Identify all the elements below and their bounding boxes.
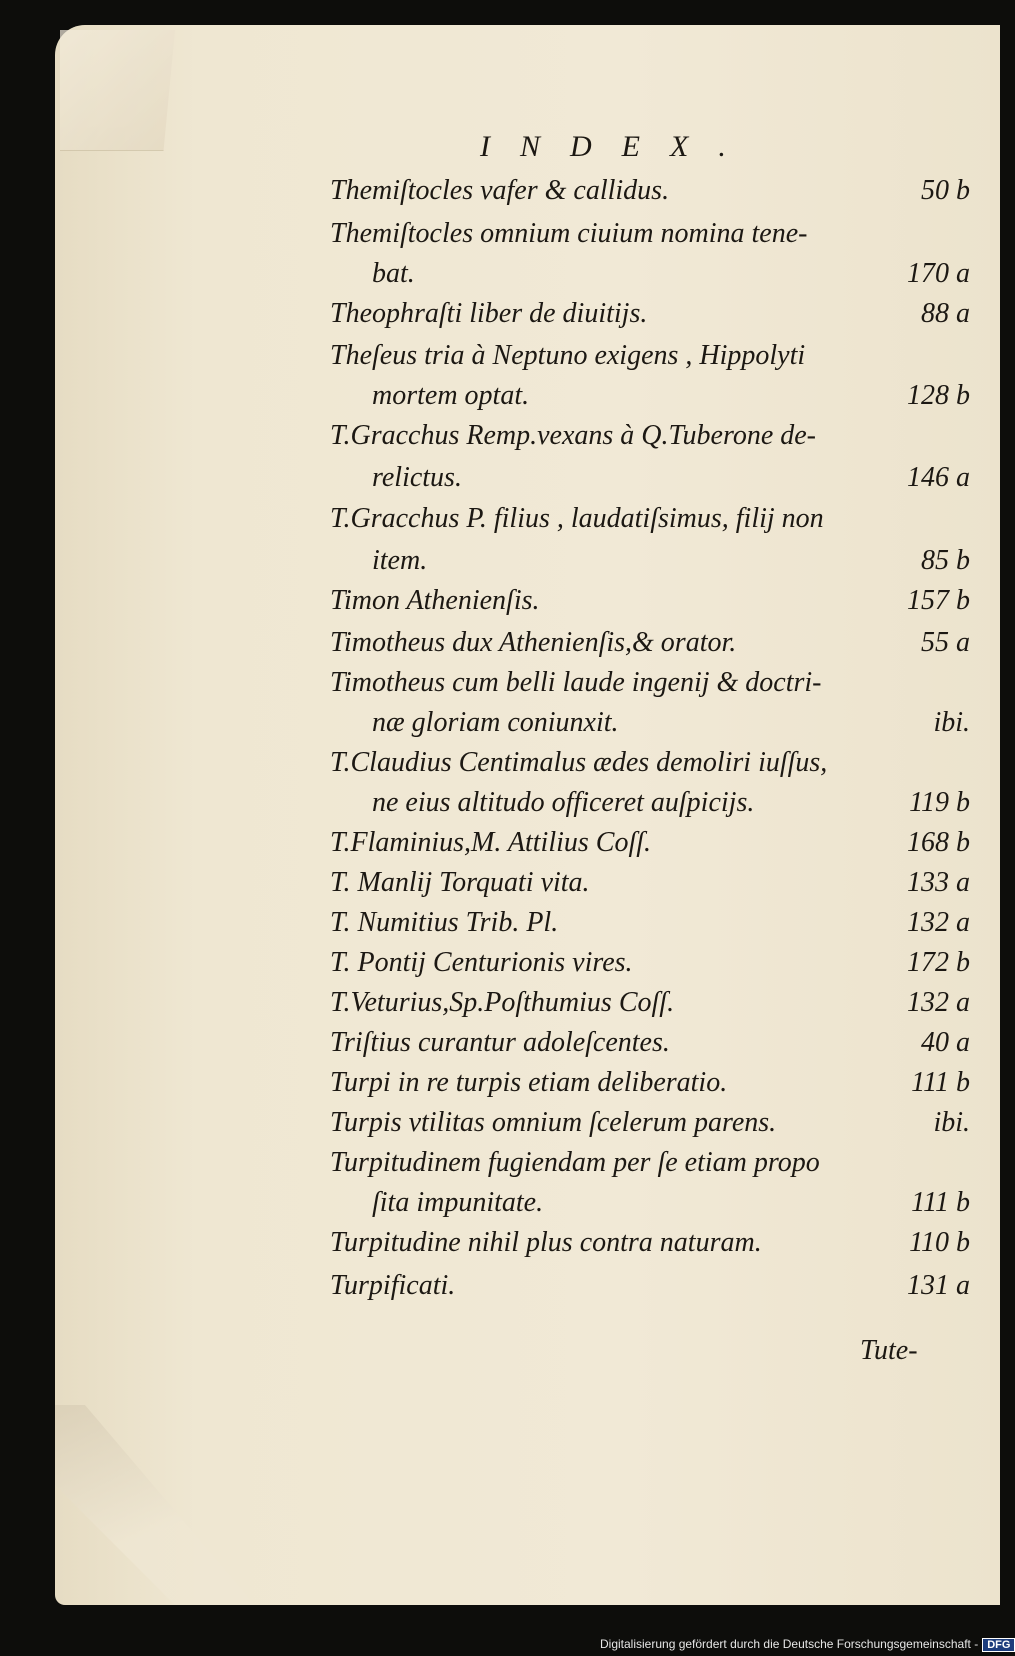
index-entry xyxy=(330,258,970,298)
index-entry xyxy=(330,1187,970,1227)
entry-text: T. Manlij Torquati vita. xyxy=(330,867,590,898)
entry-text: bat. xyxy=(372,258,415,289)
index-entry xyxy=(330,947,970,987)
entry-text: Timotheus cum belli laude ingenij & doctri- xyxy=(330,667,822,698)
index-entry xyxy=(330,867,970,907)
index-entry xyxy=(330,545,970,585)
entry-text: relictus. xyxy=(372,462,462,493)
entry-text: Turpificati. xyxy=(330,1270,456,1301)
index-entry xyxy=(330,462,970,502)
entry-page: 55 a xyxy=(921,627,970,658)
entry-text: T. Pontij Centurionis vires. xyxy=(330,947,633,978)
catchword: Tute- xyxy=(860,1335,918,1366)
index-entry xyxy=(330,787,970,827)
entry-page: 40 a xyxy=(921,1027,970,1058)
entry-page: ibi. xyxy=(933,707,970,738)
entry-text: T.Claudius Centimalus ædes demoliri iuſſus, xyxy=(330,747,828,778)
entry-page: 157 b xyxy=(907,585,970,616)
index-entry xyxy=(330,1147,970,1187)
entry-text: Theophraſti liber de diuitijs. xyxy=(330,298,648,329)
index-entry xyxy=(330,503,970,543)
digitization-footer xyxy=(600,1637,1011,1655)
entry-page: 128 b xyxy=(907,380,970,411)
index-entry xyxy=(330,1067,970,1107)
entry-page: 50 b xyxy=(921,175,970,206)
entry-page: 88 a xyxy=(921,298,970,329)
entry-page: 111 b xyxy=(911,1067,970,1098)
entry-text: næ gloriam coniunxit. xyxy=(372,707,619,738)
entry-text: Timotheus dux Athenienſis,& orator. xyxy=(330,627,737,658)
entry-text: Turpi in re turpis etiam deliberatio. xyxy=(330,1067,728,1098)
index-entry xyxy=(330,627,970,667)
index-entry xyxy=(330,707,970,747)
index-entry xyxy=(330,218,970,258)
entry-page: 85 b xyxy=(921,545,970,576)
entry-text: Themiſtocles vafer & callidus. xyxy=(330,175,670,206)
entry-text: Turpitudine nihil plus contra naturam. xyxy=(330,1227,762,1258)
entry-text: Turpitudinem fugiendam per ſe etiam propo xyxy=(330,1147,820,1178)
index-entry xyxy=(330,1270,970,1310)
entry-page: 146 a xyxy=(907,462,970,493)
index-entry xyxy=(330,1027,970,1067)
entry-page: 110 b xyxy=(909,1227,970,1258)
index-entry xyxy=(330,380,970,420)
index-entry xyxy=(330,1107,970,1147)
index-entry xyxy=(330,585,970,625)
entry-page: 132 a xyxy=(907,907,970,938)
index-entry xyxy=(330,340,970,380)
entry-page: ibi. xyxy=(933,1107,970,1138)
index-entry xyxy=(330,827,970,867)
index-entry xyxy=(330,298,970,338)
entry-text: ne eius altitudo officeret auſpicijs. xyxy=(372,787,755,818)
entry-text: Turpis vtilitas omnium ſcelerum parens. xyxy=(330,1107,777,1138)
entry-text: ſita impunitate. xyxy=(372,1187,544,1218)
entry-page: 170 a xyxy=(907,258,970,289)
entry-page: 111 b xyxy=(911,1187,970,1218)
entry-text: item. xyxy=(372,545,428,576)
page-header: INDEX. xyxy=(480,130,756,163)
entry-text: T.Flaminius,M. Attilius Coſſ. xyxy=(330,827,652,858)
dfg-logo: DFG xyxy=(982,1638,1015,1652)
entry-text: T.Gracchus P. filius , laudatiſsimus, filij non xyxy=(330,503,824,534)
index-entry xyxy=(330,1227,970,1267)
index-entry xyxy=(330,420,970,460)
entry-text: Theſeus tria à Neptuno exigens , Hippolyti xyxy=(330,340,806,371)
footer-text: Digitalisierung gefördert durch die Deutsche Forschungsgemeinschaft - xyxy=(600,1637,979,1651)
entry-text: mortem optat. xyxy=(372,380,530,411)
index-entry xyxy=(330,987,970,1027)
index-entry xyxy=(330,747,970,787)
entry-text: Timon Athenienſis. xyxy=(330,585,540,616)
entry-text: T.Veturius,Sp.Poſthumius Coſſ. xyxy=(330,987,675,1018)
entry-page: 133 a xyxy=(907,867,970,898)
index-entry xyxy=(330,175,970,215)
index-entry xyxy=(330,667,970,707)
entry-page: 131 a xyxy=(907,1270,970,1301)
entry-page: 119 b xyxy=(909,787,970,818)
entry-page: 172 b xyxy=(907,947,970,978)
entry-page: 168 b xyxy=(907,827,970,858)
entry-text: Triſtius curantur adoleſcentes. xyxy=(330,1027,670,1058)
entry-text: T. Numitius Trib. Pl. xyxy=(330,907,559,938)
folded-corner xyxy=(60,30,175,151)
entry-page: 132 a xyxy=(907,987,970,1018)
index-entry xyxy=(330,907,970,947)
entry-text: T.Gracchus Remp.vexans à Q.Tuberone de- xyxy=(330,420,817,451)
entry-text: Themiſtocles omnium ciuium nomina tene- xyxy=(330,218,808,249)
torn-corner xyxy=(55,1405,255,1605)
